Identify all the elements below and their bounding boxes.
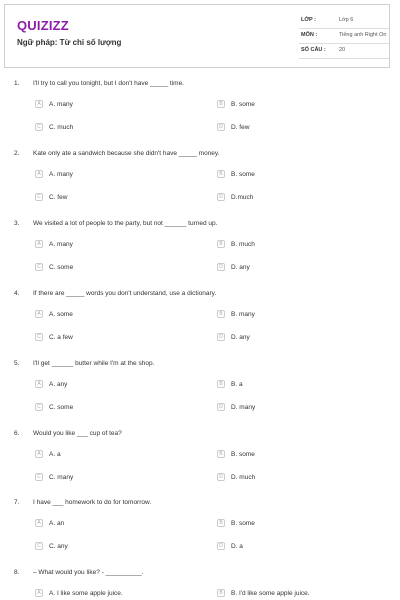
question-text: We visited a lot of people to the party, but not ______ turned up. [33, 220, 218, 227]
option-letter-box: C [35, 333, 43, 341]
question-6 [14, 430, 384, 496]
option-text: D. few [231, 124, 250, 131]
meta-grade-value: Lớp 6 [339, 17, 354, 23]
question-text: I'll get ______ butter while I'm at the shop. [33, 360, 155, 367]
question-7 [14, 499, 384, 565]
option-text: A. some [49, 311, 73, 318]
question-3 [14, 220, 384, 286]
option-letter-box: C [35, 473, 43, 481]
option-a[interactable] [35, 450, 185, 460]
option-letter-box: C [35, 403, 43, 411]
option-letter-box: A [35, 380, 43, 388]
option-d[interactable] [217, 542, 367, 552]
quizizz-logo: QUIZIZZ [17, 18, 69, 33]
option-a[interactable] [35, 519, 185, 529]
option-letter-box: C [35, 193, 43, 201]
meta-subject-value: Tiếng anh Right On [339, 32, 387, 38]
option-c[interactable] [35, 333, 185, 343]
option-text: D. much [231, 474, 256, 481]
option-text: A. I like some apple juice. [49, 590, 123, 597]
option-text: C. some [49, 404, 74, 411]
question-number: 6. [14, 430, 20, 437]
option-letter-box: B [217, 240, 225, 248]
option-letter-box: B [217, 589, 225, 597]
option-c[interactable] [35, 473, 185, 483]
option-text: B. I'd like some apple juice. [231, 590, 310, 597]
option-letter-box: D [217, 403, 225, 411]
option-letter-box: A [35, 589, 43, 597]
option-text: A. an [49, 520, 65, 527]
option-letter-box: A [35, 310, 43, 318]
option-letter-box: B [217, 519, 225, 527]
question-text: – What would you like? - __________. [33, 569, 144, 576]
meta-grade-row [299, 15, 389, 29]
question-1 [14, 80, 384, 146]
meta-count-row [299, 45, 389, 59]
question-number: 7. [14, 499, 20, 506]
option-letter-box: D [217, 333, 225, 341]
option-text: C. few [49, 194, 68, 201]
option-letter-box: D [217, 193, 225, 201]
option-letter-box: D [217, 473, 225, 481]
option-letter-box: C [35, 542, 43, 550]
option-text: C. many [49, 474, 74, 481]
option-a[interactable] [35, 310, 185, 320]
option-letter-box: A [35, 100, 43, 108]
question-text: I have ___ homework to do for tomorrow. [33, 499, 152, 506]
option-letter-box: B [217, 380, 225, 388]
question-number: 4. [14, 290, 20, 297]
option-d[interactable] [217, 333, 367, 343]
option-letter-box: D [217, 542, 225, 550]
option-c[interactable] [35, 123, 185, 133]
option-letter-box: C [35, 123, 43, 131]
option-letter-box: D [217, 263, 225, 271]
question-2 [14, 150, 384, 216]
option-c[interactable] [35, 403, 185, 413]
option-letter-box: B [217, 170, 225, 178]
question-5 [14, 360, 384, 426]
option-letter-box: B [217, 310, 225, 318]
option-letter-box: A [35, 170, 43, 178]
option-text: A. many [49, 171, 73, 178]
question-text: Kate only ate a sandwich because she didn't have _____ money. [33, 150, 220, 157]
option-c[interactable] [35, 542, 185, 552]
meta-subject-label: MÔN : [301, 32, 318, 38]
question-4 [14, 290, 384, 356]
option-letter-box: C [35, 263, 43, 271]
option-text: B. much [231, 241, 255, 248]
option-a[interactable] [35, 100, 185, 110]
option-text: A. any [49, 381, 68, 388]
option-d[interactable] [217, 193, 367, 203]
option-text: B. a [231, 381, 243, 388]
option-text: A. a [49, 451, 61, 458]
question-text: If there are _____ words you don't understand, use a dictionary. [33, 290, 217, 297]
option-a[interactable] [35, 240, 185, 250]
option-text: B. some [231, 451, 255, 458]
option-letter-box: B [217, 100, 225, 108]
meta-grade-label: LỚP : [301, 17, 316, 23]
option-b[interactable] [217, 589, 367, 599]
option-b[interactable] [217, 450, 367, 460]
option-d[interactable] [217, 263, 367, 273]
question-number: 3. [14, 220, 20, 227]
meta-count-label: SỐ CÂU : [301, 47, 326, 53]
option-text: B. some [231, 520, 255, 527]
option-b[interactable] [217, 100, 367, 110]
option-letter-box: A [35, 450, 43, 458]
question-text: I'll try to call you tonight, but I don't have _____ time. [33, 80, 184, 87]
question-text: Would you like ___ cup of tea? [33, 430, 122, 437]
option-text: C. any [49, 543, 68, 550]
option-text: B. some [231, 101, 255, 108]
option-d[interactable] [217, 473, 367, 483]
option-text: C. much [49, 124, 74, 131]
option-text: D.much [231, 194, 254, 201]
question-number: 1. [14, 80, 20, 87]
option-text: A. many [49, 101, 73, 108]
meta-subject-row [299, 30, 389, 44]
option-c[interactable] [35, 193, 185, 203]
option-text: A. many [49, 241, 73, 248]
meta-count-value: 20 [339, 47, 346, 53]
option-a[interactable] [35, 380, 185, 390]
option-b[interactable] [217, 380, 367, 390]
option-a[interactable] [35, 170, 185, 180]
option-text: B. many [231, 311, 255, 318]
option-text: D. a [231, 543, 243, 550]
question-8 [14, 569, 384, 599]
question-number: 8. [14, 569, 20, 576]
option-text: B. some [231, 171, 255, 178]
option-letter-box: B [217, 450, 225, 458]
option-text: D. many [231, 404, 256, 411]
option-letter-box: D [217, 123, 225, 131]
option-text: C. a few [49, 334, 73, 341]
option-b[interactable] [217, 519, 367, 529]
option-text: D. any [231, 264, 250, 271]
option-b[interactable] [217, 240, 367, 250]
option-a[interactable] [35, 589, 185, 599]
option-b[interactable] [217, 170, 367, 180]
worksheet-title: Ngữ pháp: Từ chỉ số lượng [17, 38, 122, 47]
option-d[interactable] [217, 403, 367, 413]
option-c[interactable] [35, 263, 185, 273]
option-d[interactable] [217, 123, 367, 133]
option-letter-box: A [35, 240, 43, 248]
option-letter-box: A [35, 519, 43, 527]
option-b[interactable] [217, 310, 367, 320]
option-text: D. any [231, 334, 250, 341]
question-number: 2. [14, 150, 20, 157]
question-number: 5. [14, 360, 20, 367]
option-text: C. some [49, 264, 74, 271]
worksheet-header [4, 4, 390, 68]
